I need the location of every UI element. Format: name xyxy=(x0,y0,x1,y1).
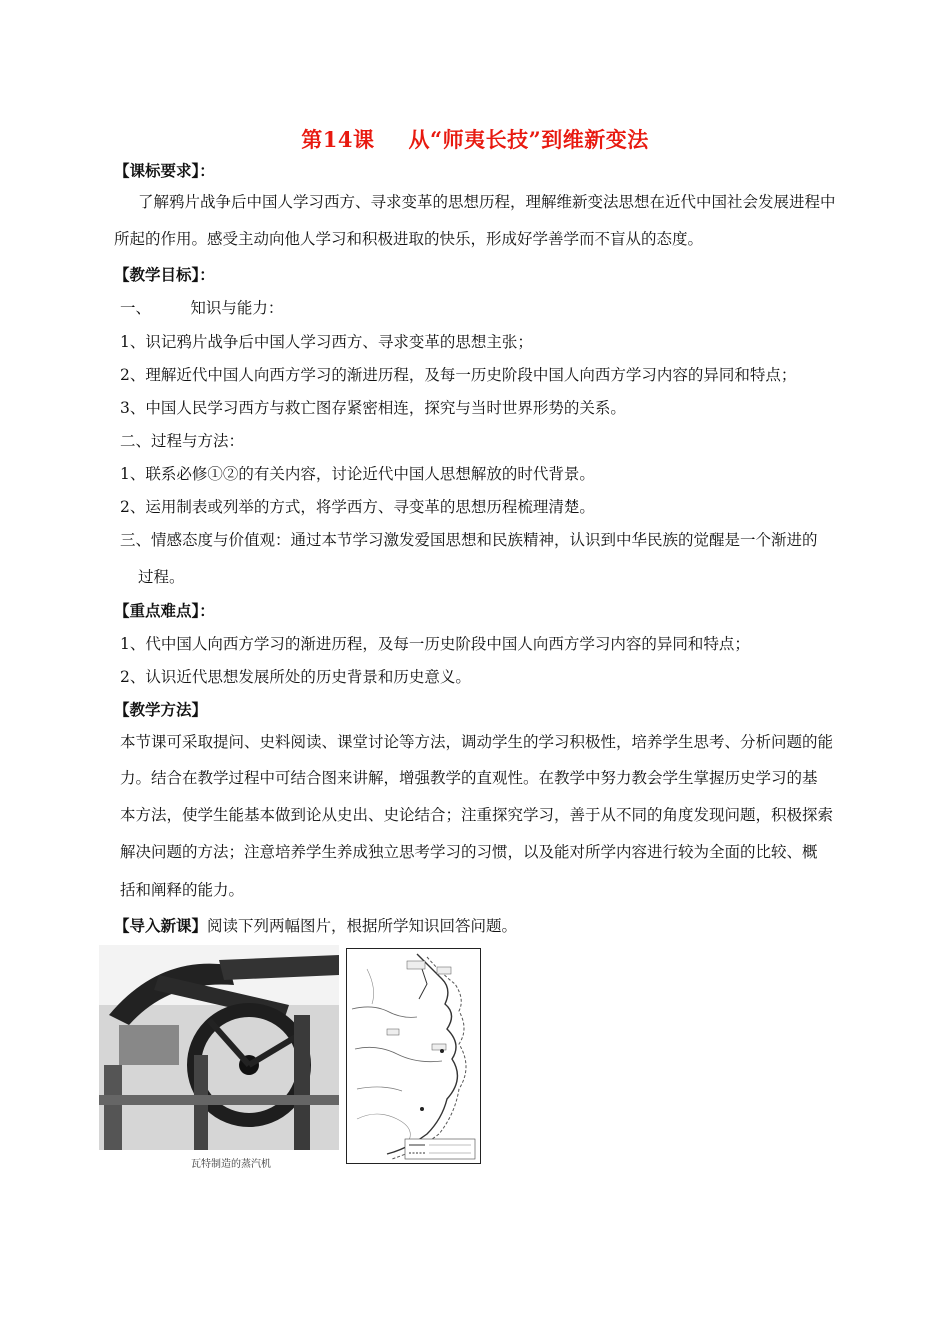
methods-line: 括和阐释的能力。 xyxy=(120,881,245,899)
methods-line: 本节课可采取提问、史料阅读、课堂讨论等方法，调动学生的学习积极性，培养学生思考、分析问题的能 xyxy=(120,733,834,751)
coastal-map xyxy=(346,948,481,1164)
methods-line: 解决问题的方法；注意培养学生养成独立思考学习的习惯，以及能对所学内容进行较为全面的比较、概 xyxy=(120,843,818,861)
intro-line xyxy=(114,914,517,936)
objectives-item: 2、理解近代中国人向西方学习的渐进历程，及每一历史阶段中国人向西方学习内容的异同和特点； xyxy=(120,366,797,384)
methods-line: 力。结合在教学过程中可结合图来讲解，增强教学的直观性。在教学中努力教会学生掌握历史学习的基 xyxy=(120,769,818,787)
objectives-item: 2、运用制表或列举的方式，将学西方、寻变革的思想历程梳理清楚。 xyxy=(120,498,595,516)
objectives-item: 1、联系必修①②的有关内容，讨论近代中国人思想解放的时代背景。 xyxy=(120,465,595,483)
lesson-name: 从“师夷长技”到维新变法 xyxy=(408,127,649,152)
lesson-number: 第14课 xyxy=(301,127,375,152)
photo-caption: 瓦特制造的蒸汽机 xyxy=(191,1159,271,1170)
objectives-section-3-line-2: 过程。 xyxy=(138,568,185,586)
curriculum-line-1: 了解鸦片战争后中国人学习西方、寻求变革的思想历程，理解维新变法思想在近代中国社会发展进程中 xyxy=(138,193,836,211)
intro-text: 阅读下列两幅图片，根据所学知识回答问题。 xyxy=(207,917,518,935)
key-point-item: 2、认识近代思想发展所处的历史背景和历史意义。 xyxy=(120,668,471,686)
curriculum-heading: 【课标要求】： xyxy=(114,161,215,180)
intro-heading: 【导入新课】 xyxy=(114,916,208,935)
key-point-item: 1、代中国人向西方学习的渐进历程，及每一历史阶段中国人向西方学习内容的异同和特点； xyxy=(120,635,750,653)
steam-engine-photo xyxy=(99,945,339,1150)
page-title xyxy=(0,124,950,154)
objectives-section-1-title: 一、 知识与能力： xyxy=(120,299,284,317)
methods-line: 本方法，使学生能基本做到论从史出、史论结合；注重探究学习，善于从不同的角度发现问题，积极探索 xyxy=(120,806,834,824)
objectives-heading: 【教学目标】： xyxy=(114,265,215,284)
methods-heading: 【教学方法】 xyxy=(114,700,208,719)
objectives-section-3-line-1: 三、情感态度与价值观：通过本节学习激发爱国思想和民族精神，认识到中华民族的觉醒是一个渐进的 xyxy=(120,531,818,549)
objectives-item: 3、中国人民学习西方与救亡图存紧密相连，探究与当时世界形势的关系。 xyxy=(120,399,626,417)
key-points-heading: 【重点难点】： xyxy=(114,601,215,620)
curriculum-line-2: 所起的作用。感受主动向他人学习和积极进取的快乐，形成好学善学而不盲从的态度。 xyxy=(114,230,704,248)
objectives-item: 1、识记鸦片战争后中国人学习西方、寻求变革的思想主张； xyxy=(120,333,533,351)
objectives-section-2-title: 二、过程与方法： xyxy=(120,432,245,450)
